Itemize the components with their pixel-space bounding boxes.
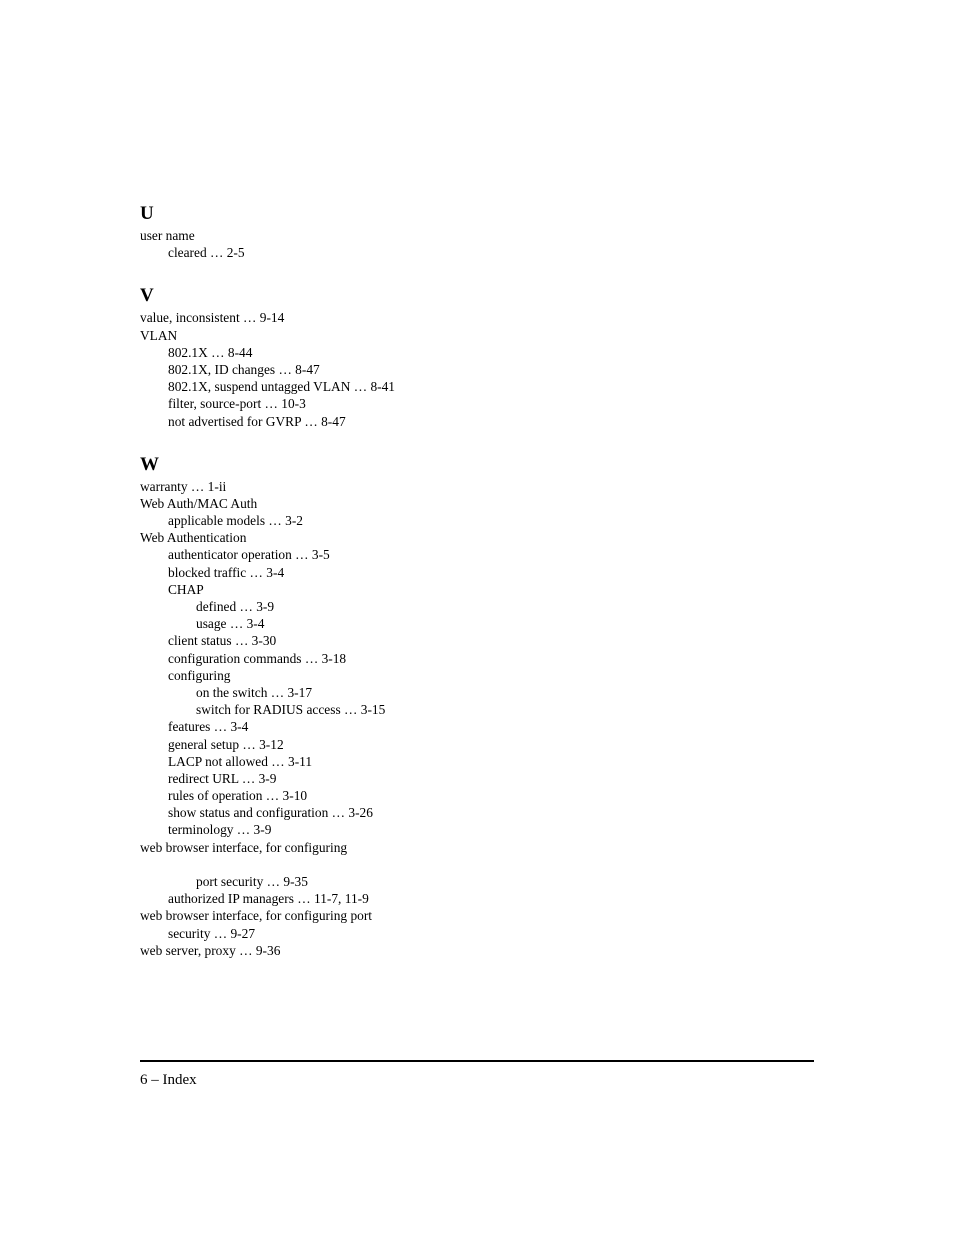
section-letter-w: W xyxy=(140,453,159,475)
index-subentry: client status … 3-30 xyxy=(168,633,277,649)
index-subentry: LACP not allowed … 3-11 xyxy=(168,753,313,769)
index-subentry: 802.1X, ID changes … 8-47 xyxy=(168,361,320,377)
index-entry: user name xyxy=(140,228,195,243)
index-entry: value, inconsistent … 9-14 xyxy=(140,310,285,326)
index-subentry: on the switch … 3-17 xyxy=(196,684,313,700)
index-subentry: security … 9-27 xyxy=(168,925,256,941)
index-subentry: usage … 3-4 xyxy=(196,616,265,632)
footer-rule xyxy=(140,1060,814,1062)
index-subentry: configuration commands … 3-18 xyxy=(168,650,347,666)
index-subentry: switch for RADIUS access … 3-15 xyxy=(196,702,386,718)
index-entry: Web Authentication xyxy=(140,530,247,546)
index-subentry: defined … 3-9 xyxy=(196,599,275,614)
index-subentry: applicable models … 3-2 xyxy=(168,513,303,529)
index-subentry: features … 3-4 xyxy=(168,719,249,735)
index-subentry: cleared … 2-5 xyxy=(168,245,245,261)
index-subentry: terminology … 3-9 xyxy=(168,822,272,838)
section-gap xyxy=(140,430,560,454)
index-entry: web browser interface, for configuring port xyxy=(140,908,373,924)
page-footer: 6 – Index xyxy=(140,1072,197,1088)
index-column xyxy=(140,203,560,959)
index-entry: warranty … 1-ii xyxy=(140,478,227,494)
index-subentry: authenticator operation … 3-5 xyxy=(168,547,330,563)
section-letter-v: V xyxy=(140,285,154,307)
index-subentry: show status and configuration … 3-26 xyxy=(168,805,373,821)
section-letter-u: U xyxy=(140,203,154,224)
index-entry: Web Auth/MAC Auth xyxy=(140,495,258,511)
index-subentry: 802.1X … 8-44 xyxy=(168,344,253,360)
index-subentry: not advertised for GVRP … 8-47 xyxy=(168,413,346,429)
index-subentry: authorized IP managers … 11-7, 11-9 xyxy=(168,891,369,907)
index-subentry: configuring xyxy=(168,667,231,683)
index-subentry: blocked traffic … 3-4 xyxy=(168,564,285,580)
index-subentry: filter, source-port … 10-3 xyxy=(168,396,306,412)
index-subentry: port security … 9-35 xyxy=(196,874,308,889)
index-entry: VLAN xyxy=(140,327,178,343)
index-subentry: general setup … 3-12 xyxy=(168,736,284,752)
index-entry: web server, proxy … 9-36 xyxy=(140,942,281,958)
index-subentry: redirect URL … 3-9 xyxy=(168,770,277,786)
index-subentry: CHAP xyxy=(168,581,204,597)
index-entry: web browser interface, for configuring xyxy=(140,839,348,855)
index-subentry: 802.1X, suspend untagged VLAN … 8-41 xyxy=(168,379,395,395)
blank-line xyxy=(140,856,560,873)
index-subentry: rules of operation … 3-10 xyxy=(168,788,308,804)
section-gap xyxy=(140,261,560,285)
